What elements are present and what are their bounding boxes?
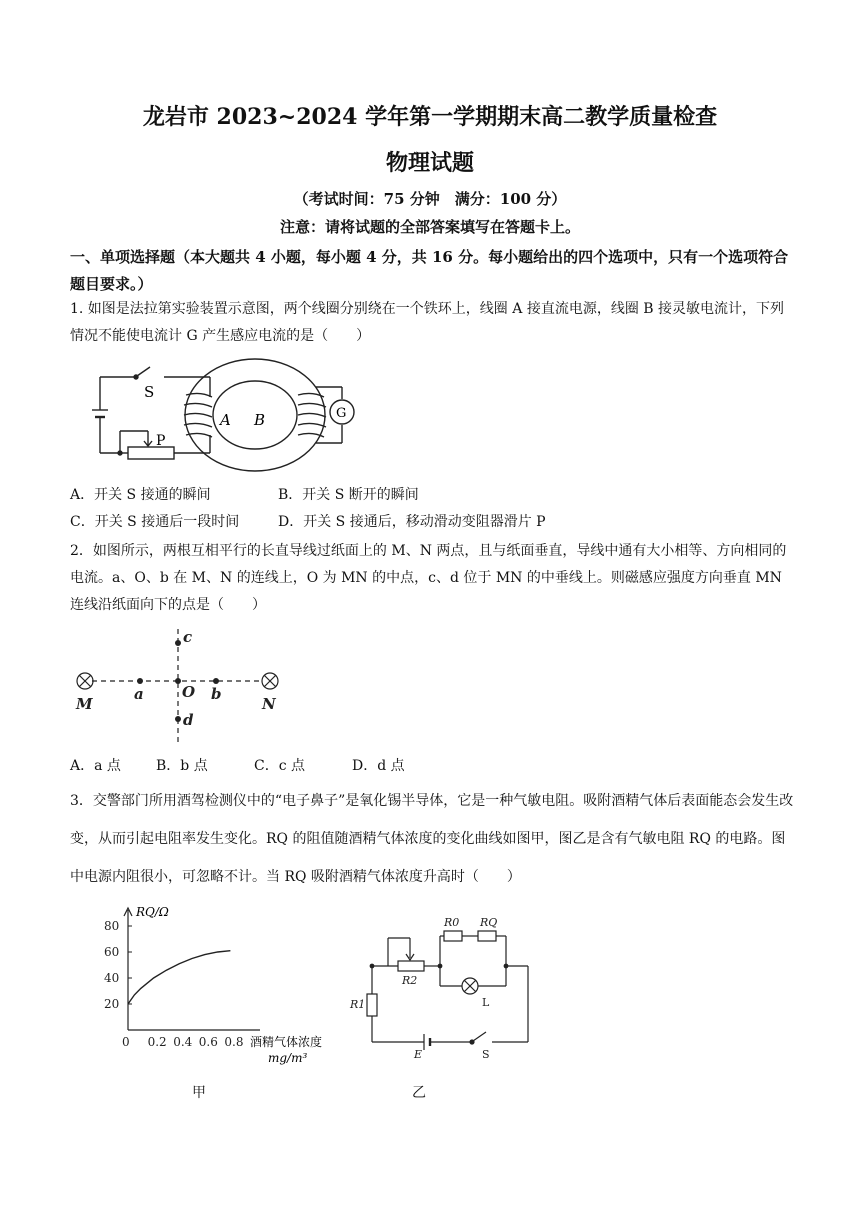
graph-xtick: 0.6 bbox=[198, 1035, 218, 1049]
label-c: c bbox=[183, 628, 193, 646]
label-e: E bbox=[414, 1048, 423, 1061]
label-s: S bbox=[144, 383, 155, 401]
q1-option-c: C．开关 S 接通后一段时间 bbox=[70, 514, 240, 530]
exam-info: （考试时间：75 分钟 满分：100 分） bbox=[293, 190, 567, 208]
circuit-caption: 乙 bbox=[412, 1085, 426, 1101]
graph-ytick: 80 bbox=[104, 919, 120, 933]
faraday-ring-figure bbox=[80, 355, 360, 477]
label-r2: R2 bbox=[402, 974, 418, 987]
label-rq: RQ bbox=[480, 916, 498, 929]
q1-option-d: D．开关 S 接通后，移动滑动变阻器滑片 P bbox=[278, 514, 546, 530]
graph-series-line bbox=[128, 951, 230, 1004]
label-b: B bbox=[254, 411, 266, 429]
label-r0: R0 bbox=[444, 916, 460, 929]
question-3-stem: 3．交警部门所用酒驾检测仪中的“电子鼻子”是氧化锡半导体，它是一种气敏电阻。吸附酒精气体后表面能态会发生改变，从而引起电阻率发生变化。RQ 的阻值随酒精气体浓度的变化曲线如图甲，图乙是含有气敏电阻 RQ 的电路。图中电源内阻很小，可忽略不计。当 RQ 吸附酒精气体浓度升高时（ ） bbox=[70, 793, 794, 885]
graph-xtick: 0.2 bbox=[147, 1035, 167, 1049]
question-2-options bbox=[70, 753, 405, 780]
question-2-stem: 2．如图所示，两根互相平行的长直导线过纸面上的 M、N 两点，且与纸面垂直，导线中通有大小相等、方向相同的电流。a、O、b 在 M、N 的连线上，O 为 MN 的中点，c、d 位于 MN 的中垂线上。则磁感应强度方向垂直 MN 连线沿纸面向下的点是（ ） bbox=[70, 543, 787, 613]
label-r1: R1 bbox=[350, 998, 366, 1011]
label-p: P bbox=[156, 433, 166, 449]
resistance-concentration-graph bbox=[100, 900, 350, 1070]
label-a: A bbox=[220, 411, 231, 429]
q1-option-b: B．开关 S 断开的瞬间 bbox=[278, 487, 419, 503]
graph-xlabel: 酒精气体浓度 bbox=[250, 1035, 323, 1049]
question-1-stem: 1. 如图是法拉第实验装置示意图，两个线圈分别绕在一个铁环上，线圈 A 接直流电源，线圈 B 接灵敏电流计，下列情况不能使电流计 G 产生感应电流的是（ ） bbox=[70, 301, 785, 344]
graph-xtick: 0.4 bbox=[173, 1035, 193, 1049]
label-g: G bbox=[336, 406, 347, 421]
label-n: N bbox=[262, 695, 276, 713]
label-b-point: b bbox=[211, 685, 222, 703]
exam-title: 龙岩市 2023~2024 学年第一学期期末高二教学质量检查 bbox=[142, 104, 718, 130]
label-a-point: a bbox=[134, 685, 144, 703]
graph-ylabel: RQ/Ω bbox=[136, 905, 169, 919]
graph-xtick: 0.8 bbox=[224, 1035, 244, 1049]
graph-ytick: 60 bbox=[104, 945, 120, 959]
q2-option-c: C．c 点 bbox=[254, 758, 306, 774]
q2-option-d: D．d 点 bbox=[352, 758, 405, 774]
breathalyzer-circuit bbox=[340, 912, 540, 1062]
q1-option-a: A．开关 S 接通的瞬间 bbox=[70, 487, 211, 503]
subject-title: 物理试题 bbox=[385, 150, 474, 176]
q2-option-a: A．a 点 bbox=[70, 758, 121, 774]
label-m: M bbox=[76, 695, 93, 713]
parallel-wires-figure bbox=[70, 625, 290, 745]
graph-xunit: mg/m³ bbox=[268, 1051, 308, 1065]
graph-xtick: 0 bbox=[122, 1035, 130, 1049]
label-d: d bbox=[183, 711, 194, 729]
exam-notice: 注意：请将试题的全部答案填写在答题卡上。 bbox=[279, 218, 580, 236]
graph-ytick: 20 bbox=[104, 997, 120, 1011]
graph-caption: 甲 bbox=[192, 1085, 206, 1101]
label-switch: S bbox=[482, 1048, 490, 1061]
graph-ytick: 40 bbox=[104, 971, 120, 985]
label-lamp: L bbox=[482, 996, 490, 1009]
question-1-options-row1 bbox=[70, 482, 419, 509]
q2-option-b: B．b 点 bbox=[156, 758, 208, 774]
section-heading: 一、单项选择题（本大题共 4 小题，每小题 4 分，共 16 分。每小题给出的四个选项中，只有一个选项符合题目要求。） bbox=[70, 248, 789, 293]
question-1-options-row2 bbox=[70, 509, 546, 536]
label-o: O bbox=[182, 683, 196, 701]
